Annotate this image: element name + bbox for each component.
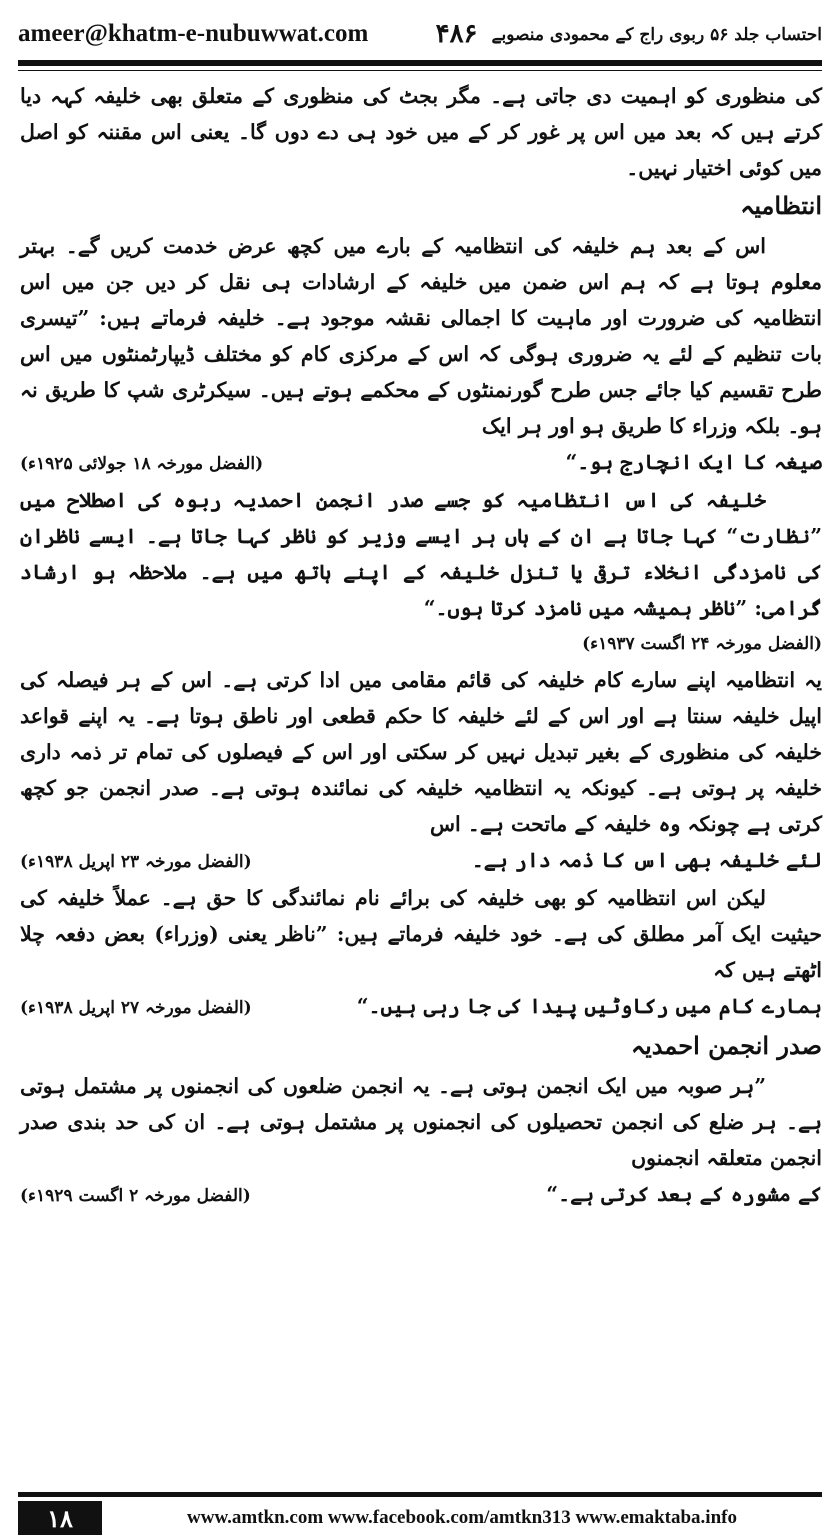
page-footer xyxy=(18,1500,822,1536)
paragraph-5: لیکن اس انتظامیہ کو بھی خلیفہ کی برائے نام نمائندگی کا حق ہے۔ عملاً خلیفہ کی حیثیت ایک آمر مطلق کی ہے۔ خود خلیفہ فرماتے ہیں: ”ناظر یعنی (وزراء) بعض دفعہ چلا اٹھتے ہیں کہ xyxy=(20,886,822,982)
reference-5: (الفضل مورخہ ۲ اگست ۱۹۲۹ء) xyxy=(20,1186,251,1206)
article-body xyxy=(20,78,822,1478)
section-heading-sadr-anjuman: صدر انجمن احمدیہ xyxy=(631,1031,822,1060)
footer-links[interactable]: www.amtkn.com www.facebook.com/amtkn313 www.emaktaba.info xyxy=(187,1507,737,1528)
paragraph-2-end: صیغہ کا ایک انچارج ہو۔“ xyxy=(565,450,822,474)
header-page-number: ۴۸۶ xyxy=(435,19,478,49)
paragraph-6: ”ہر صوبہ میں ایک انجمن ہوتی ہے۔ یہ انجمن ضلعوں کی انجمنوں پر مشتمل ہوتی ہے۔ ہر ضلع کی انجمن تحصیلوں کی انجمنوں پر مشتمل ہوتی ہے۔ ان کی حد بندی صدر انجمن متعلقہ انجمنوں xyxy=(20,1074,822,1170)
section-heading-intizamiya: انتظامیہ xyxy=(740,191,822,220)
citation-line-4 xyxy=(20,988,822,1026)
header-email: ameer@khatm-e-nubuwwat.com xyxy=(18,20,369,47)
header-rule xyxy=(18,60,822,66)
header-right xyxy=(436,19,822,49)
header-rule-thin xyxy=(18,70,822,71)
reference-4: (الفضل مورخہ ۲۷ اپریل ۱۹۳۸ء) xyxy=(20,998,252,1018)
citation-line-5 xyxy=(20,1176,822,1214)
page-header xyxy=(18,14,822,54)
citation-line-1 xyxy=(20,444,822,482)
paragraph-2: اس کے بعد ہم خلیفہ کی انتظامیہ کے بارے میں کچھ عرض خدمت کریں گے۔ بہتر معلوم ہوتا ہے کہ ہم اس ضمن میں خلیفہ کے ارشادات ہی نقل کر دیں جن میں اس انتظامیہ کی ضرورت اور ماہیت کا اجمالی نقشہ موجود ہے۔ خلیفہ فرماتے ہیں: ”تیسری بات تنظیم کے لئے یہ ضروری ہوگی کہ اس کے مرکزی کام کو مختلف ڈیپارٹمنٹوں میں اس طرح تقسیم کیا جائے جس طرح گورنمنٹوں کے محکمے ہوتے ہیں۔ سیکرٹری شپ کا طریق نہ ہو۔ بلکہ وزراء کا طریق ہو اور ہر ایک xyxy=(20,234,822,438)
citation-line-3 xyxy=(20,842,822,880)
footer-page-number: ۱۸ xyxy=(18,1501,102,1535)
paragraph-4-end: لئے خلیفہ بھی اس کا ذمہ دار ہے۔ xyxy=(471,848,822,872)
paragraph-6-end: کے مشورہ کے بعد کرتی ہے۔“ xyxy=(546,1182,822,1206)
footer-rule xyxy=(18,1492,822,1497)
reference-2: (الفضل مورخہ ۲۴ اگست ۱۹۳۷ء) xyxy=(582,634,822,654)
paragraph-3: خلیفہ کی اس انتظامیہ کو جسے صدر انجمن احمدیہ ربوہ کی اصطلاح میں ”نظارت“ کہا جاتا ہے ان کے ہاں ہر ایسے وزیر کو ناظر کہا جاتا ہے۔ ایسے ناظران کی نامزدگی انخلاء ترقی یا تنزل خلیفہ کے اپنے ہاتھ میں ہے۔ ملاحظہ ہو ارشاد گرامی: ”ناظر ہمیشہ میں نامزد کرتا ہوں۔“ xyxy=(20,488,822,620)
paragraph-1: کی منظوری کو اہمیت دی جاتی ہے۔ مگر بجٹ کی منظوری کے متعلق بھی خلیفہ کہہ دیا کرتے ہیں کہ بعد میں اس پر غور کر کے میں خود ہی دے دوں گا۔ یعنی اس مقننہ کو اصل میں کوئی اختیار نہیں۔ xyxy=(20,84,822,180)
paragraph-4: یہ انتظامیہ اپنے سارے کام خلیفہ کی قائم مقامی میں ادا کرتی ہے۔ اس کے ہر فیصلہ کی اپیل خلیفہ سنتا ہے اور اس کے لئے خلیفہ کا حکم قطعی اور ناطق ہوتا ہے۔ یہ اپنے قواعد خلیفہ کی منظوری کے بغیر تبدیل نہیں کر سکتی اور اس کے فیصلوں کی تمام تر ذمہ داری خلیفہ پر ہوتی ہے۔ کیونکہ یہ انتظامیہ خلیفہ کی نمائندہ ہوتی ہے۔ صدر انجمن جو کچھ کرتی ہے چونکہ وہ خلیفہ کے ماتحت ہے۔ اس xyxy=(20,668,822,836)
reference-1: (الفضل مورخہ ۱۸ جولائی ۱۹۲۵ء) xyxy=(20,454,264,474)
paragraph-5-end: ہمارے کام میں رکاوٹیں پیدا کی جا رہی ہیں۔“ xyxy=(356,994,822,1018)
reference-3: (الفضل مورخہ ۲۳ اپریل ۱۹۳۸ء) xyxy=(20,852,252,872)
header-title: احتساب جلد ۵۶ ربوی راج کے محمودی منصوبے xyxy=(491,24,822,45)
